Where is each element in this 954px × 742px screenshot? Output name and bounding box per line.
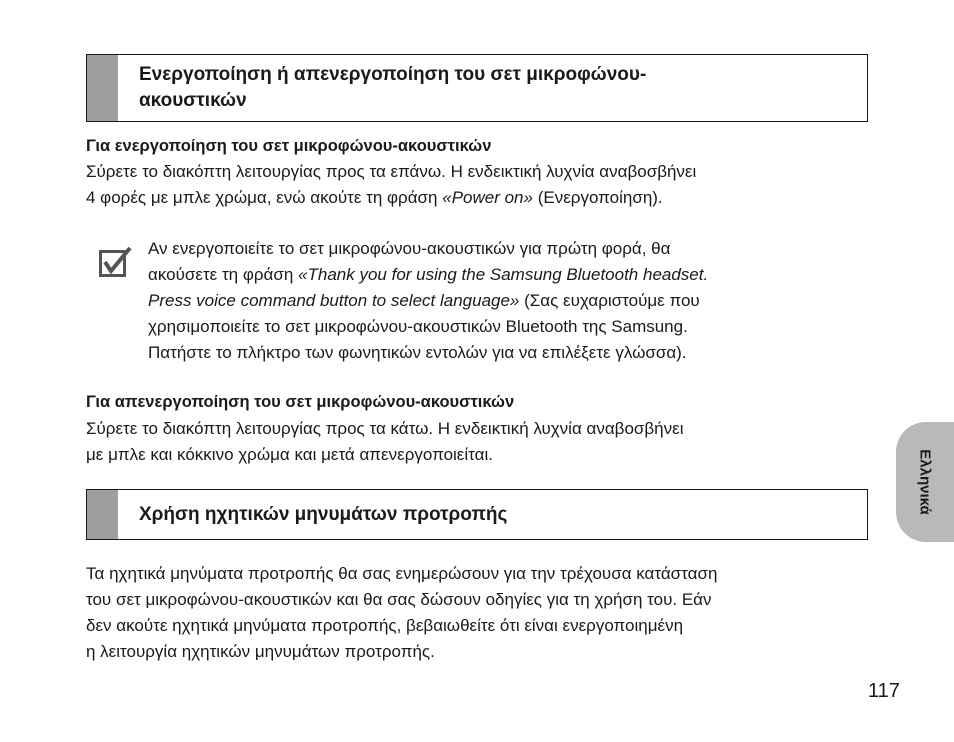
power-off-heading: Για απενεργοποίηση του σετ μικροφώνου-ακουστικών [86,393,515,411]
language-tab-label: Ελληνικά [916,449,934,515]
section-header-bar [87,55,118,121]
section-header-power [86,54,868,122]
power-on-heading: Για ενεργοποίηση του σετ μικροφώνου-ακουστικών [86,137,492,155]
power-off-paragraph: Σύρετε το διακόπτη λειτουργίας προς τα κάτω. Η ενδεικτική λυχνία αναβοσβήνει με μπλε και κόκκινο χρώμα και μετά απενεργοποιείται. [86,419,684,464]
language-side-tab [896,422,954,542]
voice-prompts-paragraph: Τα ηχητικά μηνύματα προτροπής θα σας ενημερώσουν για την τρέχουσα κατάσταση του σετ μικροφώνου-ακουστικών και θα σας δώσουν οδηγίες για τη χρήση του. Εάν δεν ακούτε ηχητικά μηνύματα προτροπής, βεβαιωθείτε ότι είναι ενεργοποιημένη η λειτουργία ηχητικών μηνυμάτων προτροπής. [86,564,718,661]
power-on-paragraph: Σύρετε το διακόπτη λειτουργίας προς τα επάνω. Η ενδεικτική λυχνία αναβοσβήνει 4 φορές με μπλε χρώμα, ενώ ακούτε τη φράση «Power on» (Ενεργοποίηση). [86,162,697,207]
page-number: 117 [868,680,900,702]
checkbox-check-icon [99,246,133,278]
section-header-bar [87,490,118,539]
note-first-use: Αν ενεργοποιείτε το σετ μικροφώνου-ακουστικών για πρώτη φορά, θα ακούσετε τη φράση «Thank you for using the Samsung Bluetooth headset. Press voice command button to select language» (Σας ευχαριστούμε που χρησιμοποιείτε το σετ μικροφώνου-ακουστικών Bluetooth της Samsung. Πατήστε το πλήκτρο των φωνητικών εντολών για να επιλέξετε γλώσσα). [148,239,709,362]
section-header-voice-prompts [86,489,868,540]
section-title-power: Ενεργοποίηση ή απενεργοποίηση του σετ μικροφώνου- ακουστικών [139,64,647,111]
section-title-voice-prompts: Χρήση ηχητικών μηνυμάτων προτροπής [139,503,508,525]
